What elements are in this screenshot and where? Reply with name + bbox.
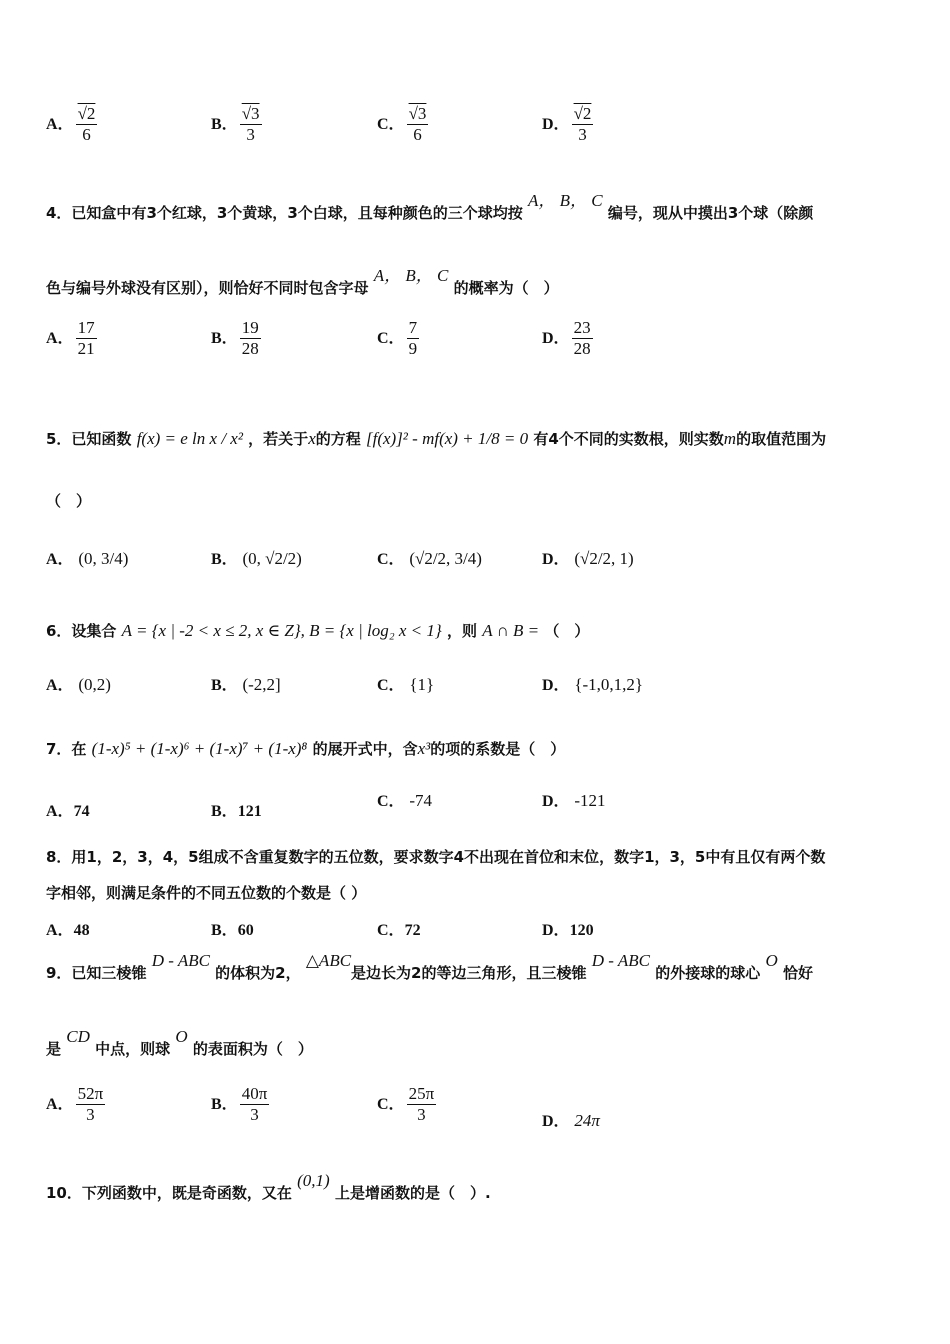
q8-option-c[interactable] [377, 917, 421, 940]
fraction [240, 104, 262, 145]
q5-text: 有4个不同的实数根，则实数 [533, 430, 724, 448]
denominator: 21 [77, 339, 95, 358]
numerator: √2 [573, 104, 592, 123]
q4-option-d[interactable] [542, 318, 595, 359]
q5-text: ，若关于 [248, 430, 309, 448]
option-label: C． [377, 677, 405, 694]
q4-option-b[interactable] [211, 318, 263, 359]
denominator: 9 [408, 339, 418, 358]
option-label: C． [377, 116, 405, 133]
option-label: B． [211, 677, 238, 694]
q10-interval: (0,1) [297, 1171, 330, 1190]
q6-option-c[interactable] [377, 672, 434, 695]
option-label: A． [46, 677, 74, 694]
q5-option-d[interactable] [542, 546, 634, 569]
q6-expression: A ∩ B = [482, 621, 540, 640]
q10-text: 10．下列函数中，既是奇函数，又在 [46, 1184, 292, 1202]
q3-option-d[interactable] [542, 104, 595, 145]
q9-option-c[interactable] [377, 1084, 438, 1125]
option-label: A． [46, 1096, 74, 1113]
question-9-line-1 [46, 951, 813, 983]
q5-option-a[interactable] [46, 546, 128, 569]
q7-option-c[interactable] [377, 788, 432, 811]
question-8-line-1 [46, 846, 825, 867]
option-label: C． [377, 922, 405, 939]
denominator: 3 [246, 125, 255, 144]
option-value: 72 [404, 922, 421, 939]
q7-text: 7．在 [46, 740, 87, 758]
q6-text: 6．设集合 [46, 622, 117, 640]
question-9-line-2 [46, 1027, 313, 1059]
option-label: D． [542, 677, 570, 694]
q9-option-b[interactable] [211, 1084, 271, 1125]
fraction [240, 1084, 270, 1125]
fraction [407, 1084, 437, 1125]
option-value: (√2/2, 3/4) [409, 549, 482, 568]
question-5-line-1 [46, 428, 826, 449]
q6-text: ，则 [446, 622, 477, 640]
question-8-line-2 [46, 882, 366, 903]
option-label: D． [542, 330, 570, 347]
q9-text: 是边长为2的等边三角形，且三棱锥 [351, 964, 587, 982]
denominator: 3 [578, 125, 587, 144]
fraction [407, 318, 420, 359]
option-label: C． [377, 551, 405, 568]
q9-text: 恰好 [782, 964, 813, 982]
q3-option-a[interactable] [46, 104, 99, 145]
option-label: B． [211, 116, 238, 133]
q7-text: 的项的系数是（ ） [430, 740, 566, 758]
q5-var-x: x [308, 429, 316, 448]
q8-text: 字相邻，则满足条件的不同五位数的个数是（ ） [46, 884, 367, 902]
question-4-line-2 [46, 266, 559, 298]
fraction [572, 104, 594, 145]
numerator: 19 [241, 318, 259, 337]
q8-option-a[interactable] [46, 917, 90, 940]
q9-text: 的外接球的球心 [655, 964, 761, 982]
numerator: 40π [241, 1084, 268, 1103]
numerator: 52π [77, 1084, 104, 1103]
fraction [76, 104, 98, 145]
option-label: B． [211, 922, 238, 939]
numerator: 23 [573, 318, 591, 337]
denominator: 3 [86, 1105, 95, 1124]
option-value: -74 [409, 791, 433, 810]
option-value: {-1,0,1,2} [574, 675, 644, 694]
option-label: A． [46, 922, 74, 939]
q5-option-b[interactable] [211, 546, 302, 569]
option-value: 74 [73, 803, 90, 820]
q9-triangle: △ABC [305, 951, 352, 970]
q7-option-b[interactable] [211, 798, 262, 821]
numerator: 17 [77, 318, 95, 337]
q4-option-c[interactable] [377, 318, 421, 359]
option-label: B． [211, 330, 238, 347]
q6-option-b[interactable] [211, 672, 281, 695]
q5-answer-paren: （ ） [46, 492, 92, 510]
q9-text: 是 [46, 1040, 62, 1058]
q6-option-d[interactable] [542, 672, 643, 695]
option-label: D． [542, 551, 570, 568]
fraction [76, 318, 97, 359]
q4-letters: A， B， C [528, 191, 603, 210]
numerator: 25π [408, 1084, 435, 1103]
q4-text: 编号，现从中摸出3个球（除颜 [607, 204, 814, 222]
option-label: D． [542, 793, 570, 810]
q10-text: 上是增函数的是（ ）. [334, 1184, 491, 1202]
option-label: C． [377, 793, 405, 810]
option-value: (√2/2, 1) [574, 549, 634, 568]
denominator: 28 [573, 339, 591, 358]
option-value: 121 [237, 803, 262, 820]
q5-text: 的方程 [315, 430, 361, 448]
question-5-line-2 [46, 490, 91, 511]
option-label: D． [542, 922, 570, 939]
option-label: B． [211, 551, 238, 568]
q5-option-c[interactable] [377, 546, 482, 569]
q9-text: 的表面积为（ ） [192, 1040, 313, 1058]
option-value: -121 [574, 791, 606, 810]
q4-text: 色与编号外球没有区别），则恰好不同时包含字母 [46, 279, 369, 297]
q9-text: 中点，则球 [95, 1040, 171, 1058]
option-label: A． [46, 551, 74, 568]
option-label: C． [377, 1096, 405, 1113]
fraction [76, 1084, 106, 1125]
q6-option-a[interactable] [46, 672, 111, 695]
q3-option-b[interactable] [211, 104, 264, 145]
option-value: 120 [569, 922, 594, 939]
option-value: (-2,2] [242, 675, 281, 694]
q8-text: 8．用1，2，3，4，5组成不含重复数字的五位数，要求数字4不出现在首位和末位，数字1，3，5中有且仅有两个数 [46, 848, 826, 866]
option-value: 60 [237, 922, 254, 939]
q9-center: O [175, 1027, 188, 1046]
q3-option-c[interactable] [377, 104, 430, 145]
q7-term: x³ [417, 739, 431, 758]
q5-text: 的取值范围为 [736, 430, 827, 448]
q9-center: O [765, 951, 778, 970]
q7-option-a[interactable] [46, 798, 90, 821]
question-6 [46, 620, 589, 641]
option-label: B． [211, 1096, 238, 1113]
q6-text: （ ） [544, 622, 590, 640]
numerator: √2 [77, 104, 96, 123]
q5-text: 5．已知函数 [46, 430, 132, 448]
option-label: A． [46, 330, 74, 347]
q9-text: 9．已知三棱锥 [46, 964, 147, 982]
q9-pyramid: D - ABC [151, 951, 210, 970]
denominator: 6 [82, 125, 91, 144]
option-value: (0,2) [78, 675, 111, 694]
q7-expression: (1-x)⁵ + (1-x)⁶ + (1-x)⁷ + (1-x)⁸ [91, 739, 308, 758]
q4-option-a[interactable] [46, 318, 99, 359]
q7-text: 的展开式中，含 [312, 740, 418, 758]
fraction [407, 104, 429, 145]
q9-option-d[interactable] [542, 1108, 600, 1131]
option-value: {1} [409, 675, 435, 694]
option-label: A． [46, 803, 74, 820]
option-label: D． [542, 116, 570, 133]
q5-equation: [f(x)]² - mf(x) + 1/8 = 0 [365, 429, 529, 448]
question-7 [46, 738, 565, 759]
option-label: A． [46, 116, 74, 133]
q8-option-b[interactable] [211, 917, 254, 940]
q6-sets: A = {x | -2 < x ≤ 2, x ∈ Z}, B = {x | log₂ x < 1} [121, 621, 442, 640]
q9-segment: CD [66, 1027, 90, 1046]
numerator: 7 [408, 318, 418, 337]
q9-text: 的体积为2， [215, 964, 301, 982]
question-10 [46, 1171, 491, 1203]
numerator: √3 [241, 104, 260, 123]
q5-var-m: m [723, 429, 737, 448]
denominator: 3 [250, 1105, 259, 1124]
option-value: (0, 3/4) [78, 549, 129, 568]
fraction [572, 318, 593, 359]
option-label: B． [211, 803, 238, 820]
option-label: C． [377, 330, 405, 347]
option-value: 48 [73, 922, 90, 939]
option-value: (0, √2/2) [242, 549, 302, 568]
numerator: √3 [408, 104, 427, 123]
question-4-line-1 [46, 191, 814, 223]
q7-option-d[interactable] [542, 788, 606, 811]
denominator: 28 [241, 339, 259, 358]
q5-function: f(x) = e ln x / x² [136, 429, 243, 448]
option-label: D． [542, 1113, 570, 1130]
denominator: 3 [417, 1105, 426, 1124]
option-value: 24π [574, 1111, 600, 1130]
q9-pyramid: D - ABC [591, 951, 650, 970]
q4-letters: A， B， C [373, 266, 449, 285]
q8-option-d[interactable] [542, 917, 594, 940]
q4-text: 的概率为（ ） [453, 279, 559, 297]
q9-option-a[interactable] [46, 1084, 107, 1125]
denominator: 6 [413, 125, 422, 144]
fraction [240, 318, 261, 359]
q4-text: 4．已知盒中有3个红球，3个黄球，3个白球，且每种颜色的三个球均按 [46, 204, 523, 222]
